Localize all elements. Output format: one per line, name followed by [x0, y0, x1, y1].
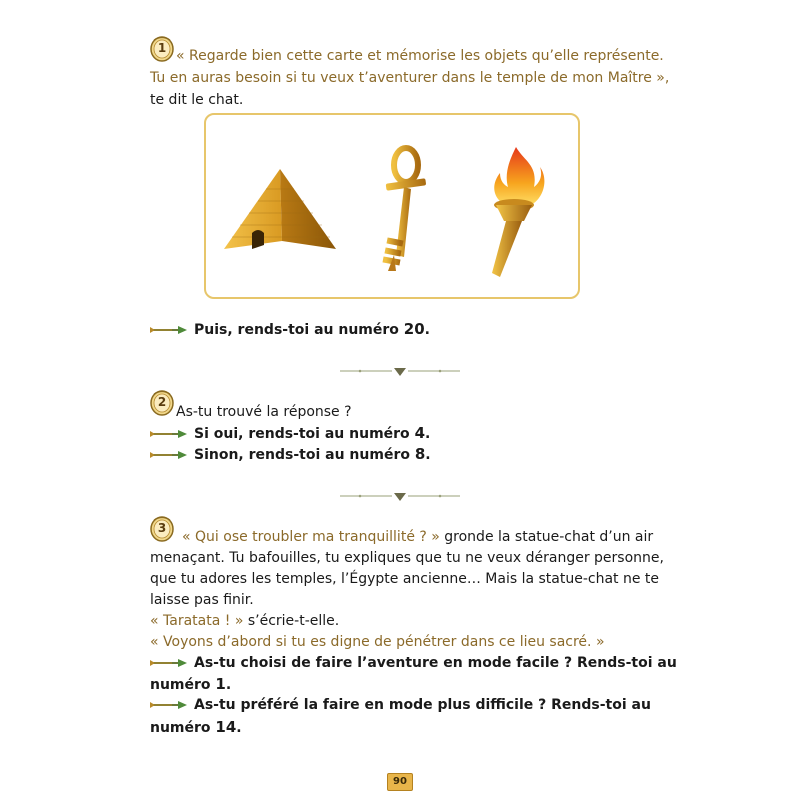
arrow-icon — [150, 658, 188, 668]
section-3-line-1: « Qui ose troubler ma tranquillité ? » gronde la statue-chat d’un air — [182, 529, 654, 545]
section-2-no-target-number[interactable]: 8 — [414, 445, 426, 463]
arrow-icon — [150, 325, 188, 335]
section-2-yes-choice: Si oui, rends-toi au numéro 4. — [150, 422, 650, 445]
section-1-quote-line-2: Tu en auras besoin si tu veux t’aventurer dans le temple de mon Maître », — [150, 70, 670, 86]
section-3-line-6: « Voyons d’abord si tu es digne de pénétrer dans ce lieu sacré. » — [150, 634, 605, 650]
section-1-tail: te dit le chat. — [150, 92, 244, 108]
torch-icon — [476, 143, 556, 283]
pyramid-icon — [220, 165, 340, 255]
section-3-line-5: « Taratata ! » s’écrie-t-elle. — [150, 613, 340, 629]
section-3-line-4: laisse pas finir. — [150, 592, 254, 608]
section-3-line-3: que tu adores les temples, l’Égypte ancienne… Mais la statue-chat ne te — [150, 571, 660, 587]
section-3-choice-2-line-2: numéro 14. — [150, 718, 242, 736]
section-3-choice-2-line-1: As-tu préféré la faire en mode plus difficile ? Rends-toi au — [150, 694, 650, 716]
separator-ornament-icon — [340, 365, 460, 377]
arrow-icon — [150, 429, 188, 439]
section-1-quote-line-1: « Regarde bien cette carte et mémorise les objets qu’elle représente. — [176, 48, 664, 64]
section-3-choice-1-line-1: As-tu choisi de faire l’aventure en mode facile ? Rends-toi au — [150, 652, 650, 674]
section-2-yes-target-number[interactable]: 4 — [414, 424, 425, 442]
section-1-target-number[interactable]: 20 — [403, 320, 425, 338]
section-1-badge-icon: 1 — [150, 36, 174, 62]
arrow-icon — [150, 700, 188, 710]
section-2-no-choice: Sinon, rends-toi au numéro 8. — [150, 443, 650, 466]
section-2-question: As-tu trouvé la réponse ? — [176, 404, 352, 420]
section-3-choice-1-line-2: numéro 1. — [150, 675, 232, 693]
section-3-badge-icon: 3 — [150, 516, 174, 542]
section-3-choice-2-target-number[interactable]: 14 — [215, 718, 237, 736]
section-1-instruction: Puis, rends-toi au numéro 20. — [150, 318, 650, 341]
separator-ornament-icon — [340, 490, 460, 502]
ankh-key-icon — [364, 145, 434, 280]
objects-card — [204, 113, 580, 299]
arrow-icon — [150, 450, 188, 460]
section-3-line-2: menaçant. Tu bafouilles, tu expliques que tu ne veux déranger personne, — [150, 550, 664, 566]
section-3-choice-1-target-number[interactable]: 1 — [215, 675, 226, 693]
section-2-badge-icon: 2 — [150, 390, 174, 416]
page-number: 90 — [387, 773, 413, 791]
